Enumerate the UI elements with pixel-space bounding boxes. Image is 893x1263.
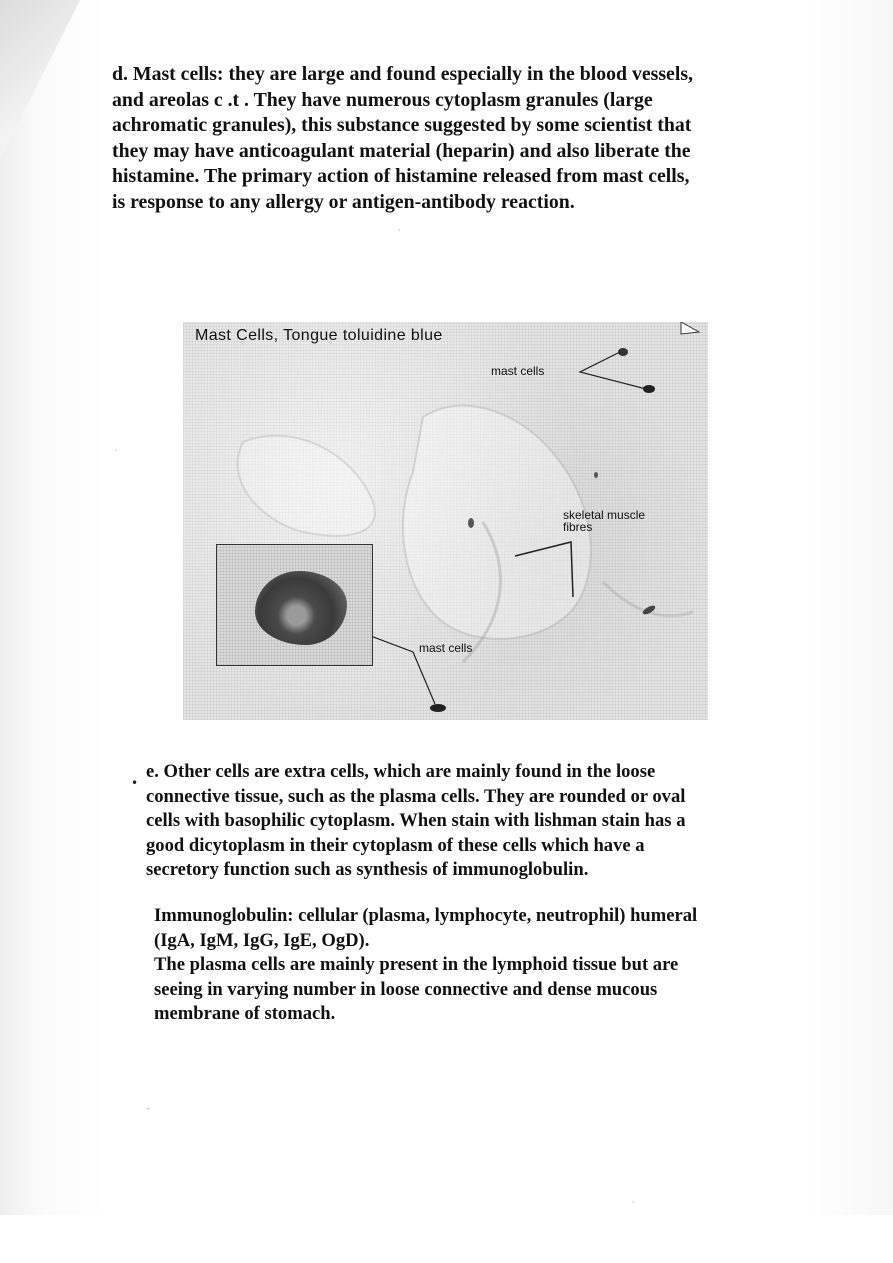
scan-speck: ·: [398, 226, 401, 235]
pointer-line-mast-top: [580, 352, 646, 389]
cell-dot: [594, 472, 598, 478]
mast-cell-dot: [430, 704, 446, 712]
scan-speck: ·: [115, 446, 118, 455]
corner-marker: [681, 322, 699, 334]
figure-title: Mast Cells, Tongue toluidine blue: [195, 327, 443, 344]
cell-dot: [468, 518, 474, 528]
scan-speck: -: [147, 1104, 150, 1113]
label-mast-cells-bottom: mast cells: [419, 641, 473, 655]
tissue-region: [238, 436, 375, 536]
immunoglobulin-paragraph: Immunoglobulin: cellular (plasma, lymphocyte, neutrophil) humeral (IgA, IgM, IgG, IgE, OgD). The plasma cells are mainly present in the lymphoid tissue but are seeing in varying number in loose connective and dense mucous membrane of stomach.: [154, 905, 698, 1025]
mast-cell-inset: [216, 544, 373, 666]
enlarged-mast-cell: [255, 571, 347, 645]
scan-speck: ·: [632, 1198, 635, 1207]
label-skeletal-muscle-fibres: skeletal muscle fibres: [563, 508, 646, 534]
page-fold-shadow: [0, 0, 80, 160]
mast-cells-micrograph: [183, 322, 708, 720]
bullet-mark: •: [131, 776, 139, 790]
label-mast-cells-top: mast cells: [491, 364, 545, 378]
other-cells-paragraph: e. Other cells are extra cells, which are mainly found in the loose connective tissue, such as the plasma cells. They are rounded or oval cells with basophilic cytoplasm. When stain with lishman stain has a good dicytoplasm in their cytoplasm of these cells which have a secretory function such as synthesis of immunoglobulin.: [146, 761, 686, 881]
mast-cells-paragraph: d. Mast cells: they are large and found especially in the blood vessels, and areolas c .t . They have numerous cytoplasm granules (large achromatic granules), this substance suggested by some scientist that they may have anticoagulant material (heparin) and also liberate the histamine. The primary action of histamine released from mast cells, is response to any allergy or antigen-antibody reaction.: [112, 63, 693, 213]
